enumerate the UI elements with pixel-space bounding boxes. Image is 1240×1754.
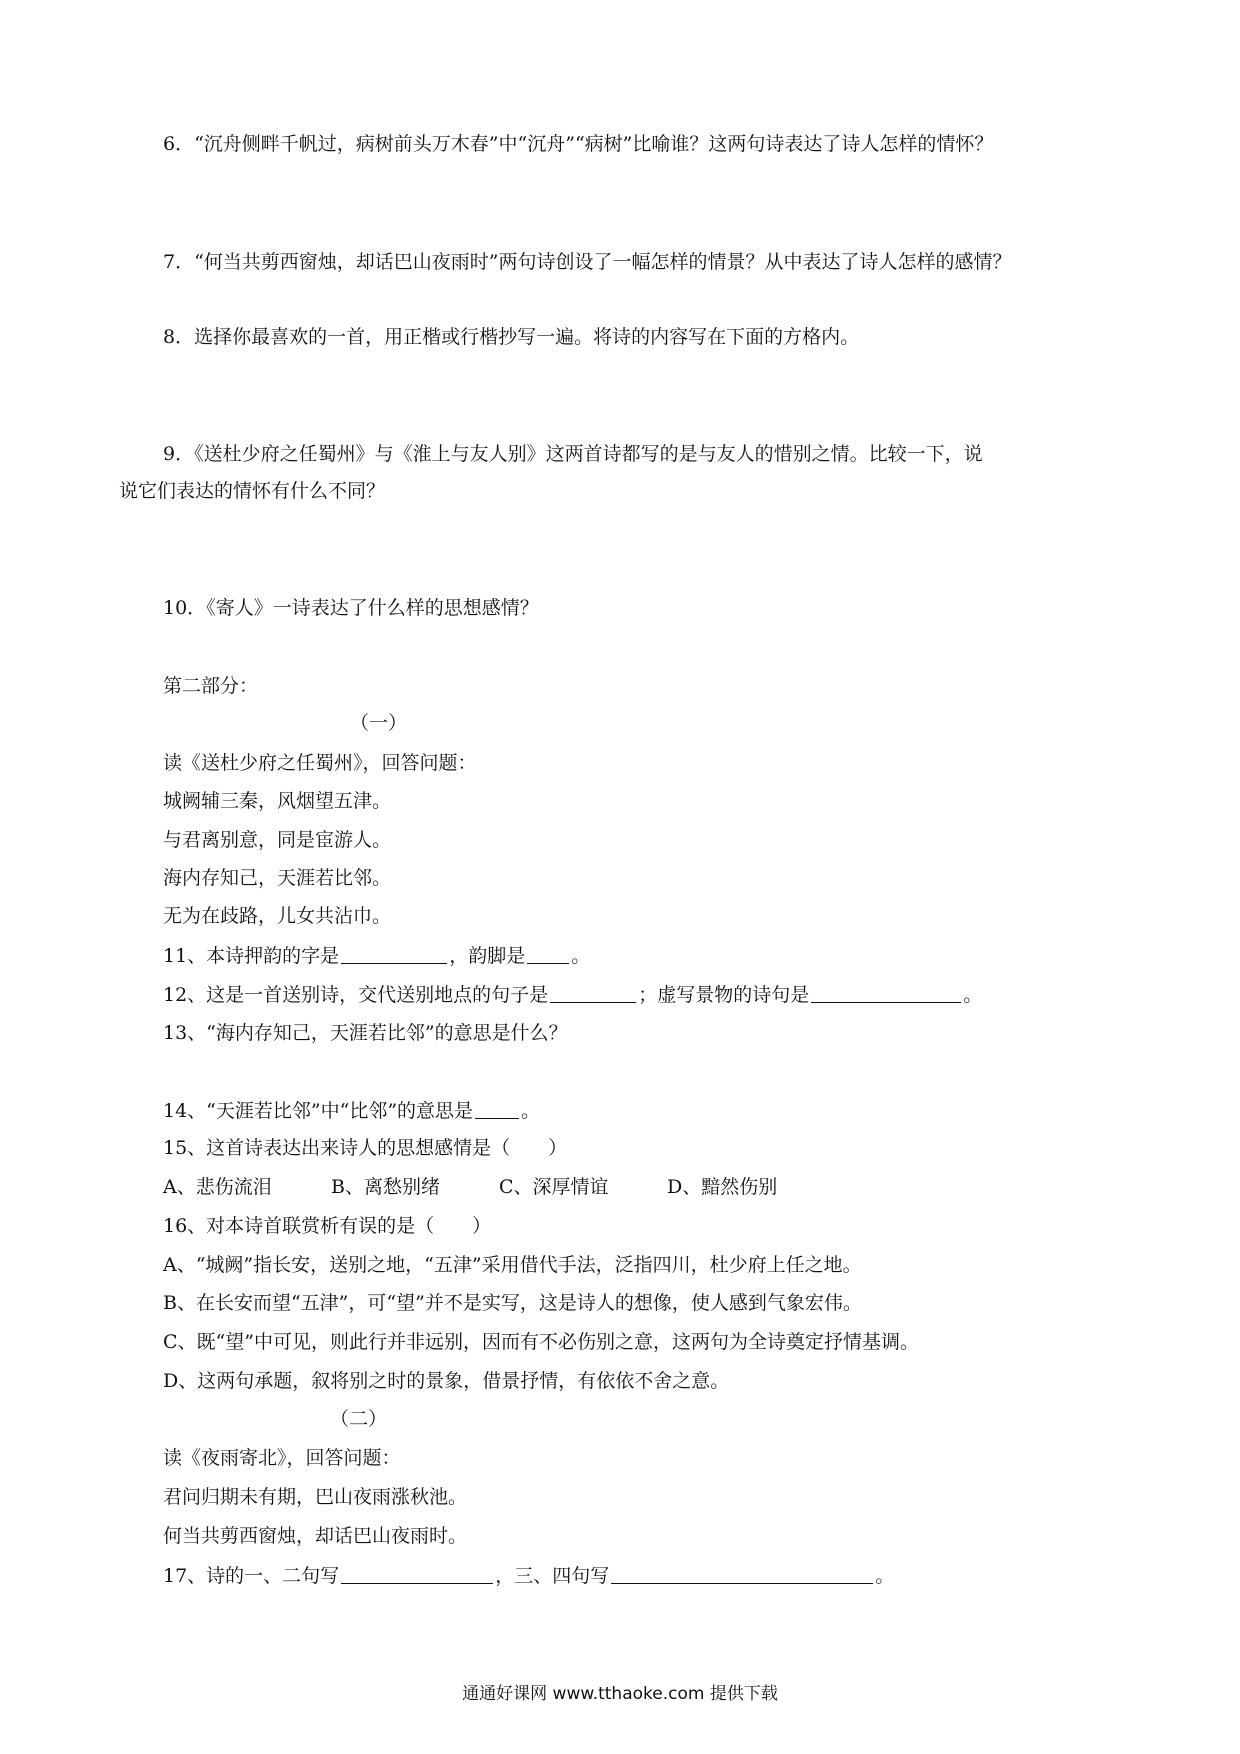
option-b[interactable]: B、在长安而望“五津”，可“望”并不是实写，这是诗人的想像，使人感到气象宏伟。: [163, 1292, 862, 1314]
question-number: 8．: [163, 326, 195, 348]
option-c[interactable]: C、既“望”中可见，则此行并非远别，因而有不必伤别之意，这两句为全诗奠定抒情基调。: [163, 1331, 919, 1353]
poem-line: 与君离别意，同是宦游人。: [163, 829, 392, 851]
section2-heading: （二）: [330, 1408, 388, 1430]
question-9: [0, 442, 1240, 466]
question-7: [0, 250, 1240, 274]
question-number: 7．: [163, 251, 195, 273]
poem-line: 城阙辅三秦，风烟望五津。: [163, 790, 392, 812]
question-number: 9．: [163, 443, 195, 465]
part2-heading: 第二部分：: [163, 675, 259, 697]
question-14: 14、“天涯若比邻”中“比邻”的意思是 。: [163, 1100, 541, 1122]
option-d[interactable]: D、黯然伤别: [667, 1176, 778, 1198]
question-6: [0, 132, 1240, 156]
poem-line: 无为在歧路，儿女共沾巾。: [163, 905, 392, 927]
poem-line: 何当共剪西窗烛，却话巴山夜雨时。: [163, 1525, 468, 1547]
question-text: “沉舟侧畔千帆过，病树前头万木春”中“沉舟”“病树”比喻谁？这两句诗表达了诗人怎样的情怀？: [194, 133, 994, 155]
option-a[interactable]: A、悲伤流泪: [163, 1176, 272, 1198]
question-number: 6．: [163, 133, 195, 155]
question-8: [0, 325, 1240, 349]
page-footer: 通通好课网 www.tthaoke.com 提供下载: [462, 1684, 778, 1704]
answer-blank[interactable]: [550, 982, 636, 1003]
question-text: 说它们表达的情怀有什么不同？: [119, 480, 386, 502]
option-a[interactable]: A、“城阙”指长安，送别之地，“五津”采用借代手法，泛指四川，杜少府上任之地。: [163, 1254, 862, 1276]
answer-blank[interactable]: [475, 1098, 519, 1119]
answer-blank[interactable]: [341, 1563, 493, 1584]
section2-intro: 读《夜雨寄北》，回答问题：: [163, 1447, 401, 1469]
question-11: 11、本诗押韵的字是 ，韵脚是 。: [163, 945, 591, 967]
question-15-options: [0, 1175, 1240, 1199]
answer-blank[interactable]: [811, 982, 961, 1003]
question-13: 13、“海内存知己，天涯若比邻”的意思是什么？: [163, 1022, 568, 1044]
answer-blank[interactable]: [611, 1563, 873, 1584]
poem-line: 君问归期未有期，巴山夜雨涨秋池。: [163, 1486, 468, 1508]
question-text: “何当共剪西窗烛，却话巴山夜雨时”两句诗创设了一幅怎样的情景？从中表达了诗人怎样的感情？: [194, 251, 1012, 273]
question-text: 《送杜少府之任蜀州》与《淮上与友人别》这两首诗都写的是与友人的惜别之情。比较一下，说: [194, 443, 983, 465]
question-17: 17、诗的一、二句写 ，三、四句写 。: [163, 1565, 895, 1587]
poem-line: 海内存知己，天涯若比邻。: [163, 867, 392, 889]
option-c[interactable]: C、深厚情谊: [499, 1176, 609, 1198]
question-10: [0, 596, 1240, 620]
question-15: 15、这首诗表达出来诗人的思想感情是（ ）: [163, 1137, 568, 1159]
question-text: 《寄人》一诗表达了什么样的思想感情？: [206, 597, 539, 619]
section1-heading: （一）: [350, 712, 408, 734]
question-text: 选择你最喜欢的一首，用正楷或行楷抄写一遍。将诗的内容写在下面的方格内。: [194, 326, 860, 348]
question-16: 16、对本诗首联赏析有误的是（ ）: [163, 1215, 492, 1237]
question-9-continued: [0, 479, 1240, 503]
option-d[interactable]: D、这两句承题，叙将别之时的景象，借景抒情，有依依不舍之意。: [163, 1370, 730, 1392]
section1-intro: 读《送杜少府之任蜀州》，回答问题：: [163, 752, 477, 774]
option-b[interactable]: B、离愁别绪: [331, 1176, 440, 1198]
answer-blank[interactable]: [527, 943, 569, 964]
answer-blank[interactable]: [341, 943, 447, 964]
question-number: 10．: [163, 597, 207, 619]
question-12: 12、这是一首送别诗，交代送别地点的句子是 ；虚写景物的诗句是 。: [163, 984, 983, 1006]
